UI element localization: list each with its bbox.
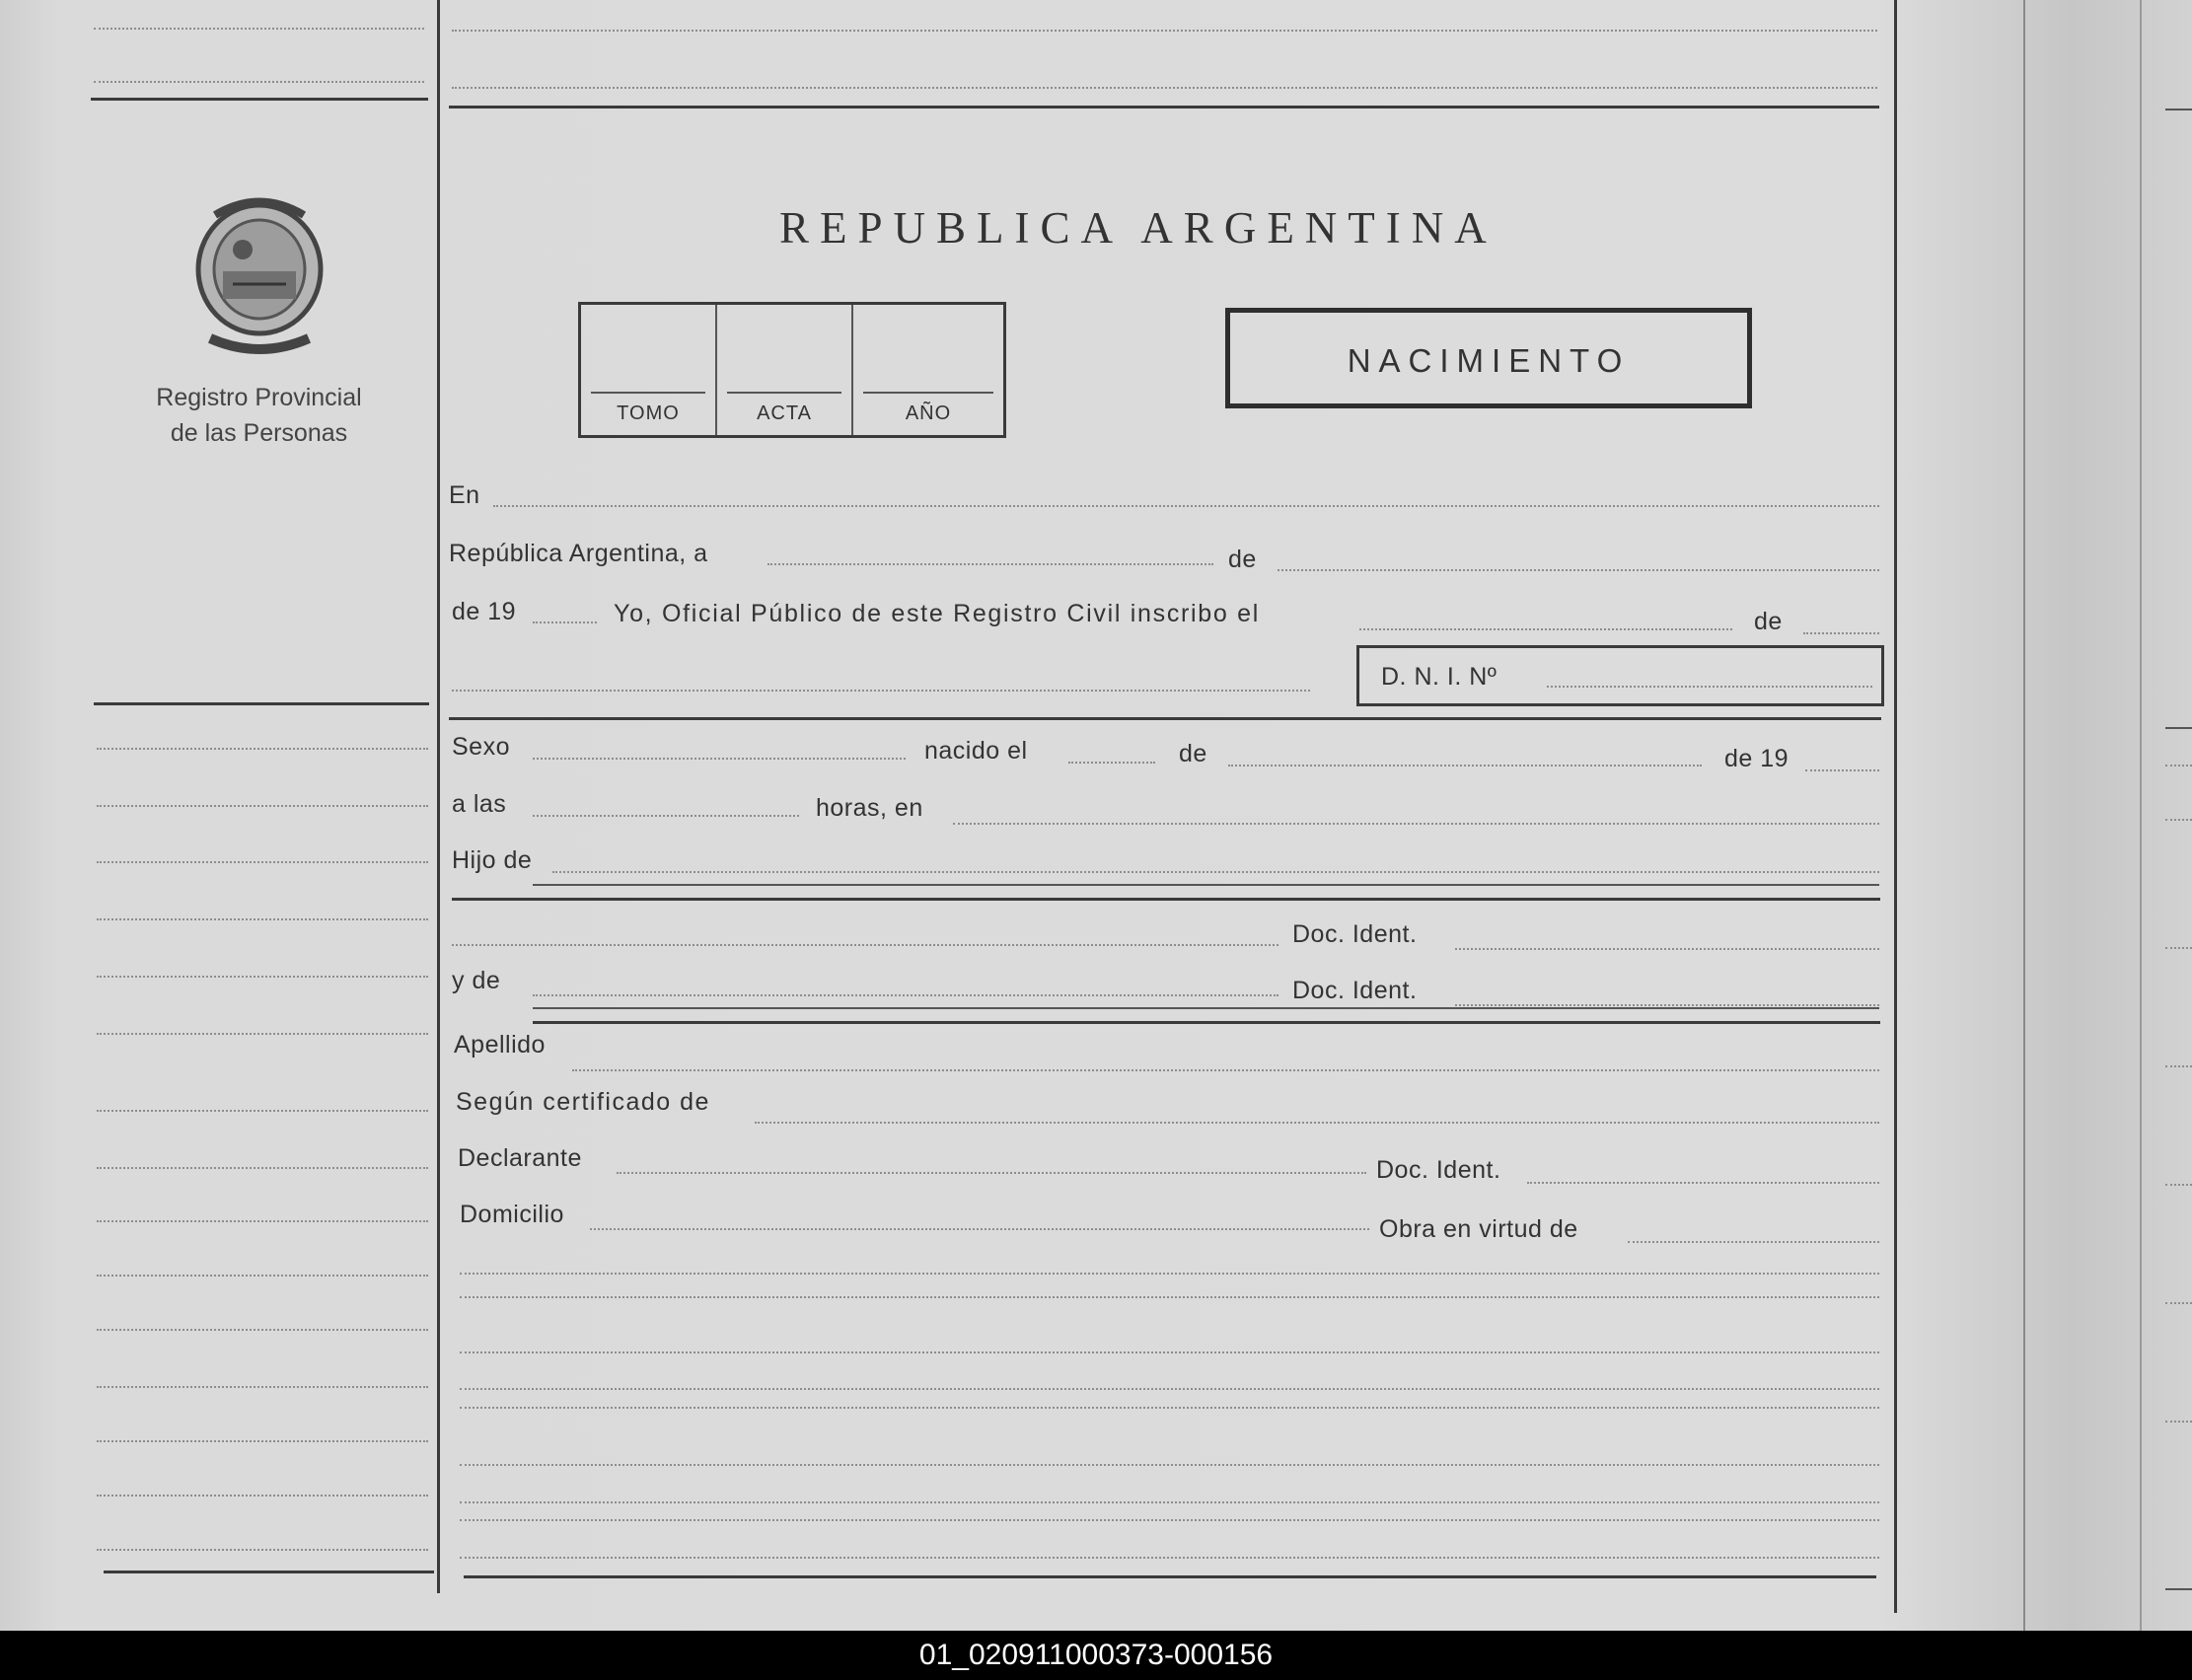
underline-hijo-de xyxy=(533,884,1879,886)
right-margin-mark xyxy=(2165,727,2192,729)
field-year[interactable] xyxy=(533,621,597,623)
label-republica-a: República Argentina, a xyxy=(449,540,708,567)
dni-box xyxy=(1356,645,1884,706)
left-dotted-line xyxy=(97,748,428,750)
top-dotted-line xyxy=(452,87,1877,89)
field-obra-virtud[interactable] xyxy=(1628,1241,1879,1243)
left-dotted-line xyxy=(97,976,428,978)
label-en: En xyxy=(449,481,480,509)
label-doc-ident-3: Doc. Ident. xyxy=(1376,1156,1501,1184)
left-dotted-line xyxy=(97,1110,428,1112)
form-right-border xyxy=(1894,0,1897,1613)
field-nacido-mes[interactable] xyxy=(1228,765,1702,767)
field-domicilio[interactable] xyxy=(590,1228,1369,1230)
ano-label: AÑO xyxy=(905,402,952,424)
notes-line[interactable] xyxy=(460,1388,1879,1390)
right-margin-dotted xyxy=(2165,1421,2192,1423)
section-divider-1 xyxy=(449,717,1881,720)
left-dotted-line xyxy=(97,918,428,920)
registry-name-line2: de las Personas xyxy=(170,419,348,447)
tomo-label: TOMO xyxy=(617,402,680,424)
field-padre[interactable] xyxy=(452,944,1279,946)
left-dotted-line xyxy=(97,1033,428,1035)
left-dotted-line xyxy=(97,1329,428,1331)
label-obra-virtud: Obra en virtud de xyxy=(1379,1215,1578,1243)
section-divider-3 xyxy=(533,1021,1880,1024)
left-divider-middle xyxy=(94,702,429,705)
field-inscribo-de[interactable] xyxy=(1803,632,1879,634)
notes-line[interactable] xyxy=(460,1296,1879,1298)
label-doc-ident-1: Doc. Ident. xyxy=(1292,920,1418,948)
registry-name-line1: Registro Provincial xyxy=(156,384,362,411)
label-hijo-de: Hijo de xyxy=(452,846,533,874)
label-de-2: de xyxy=(1754,608,1783,635)
right-margin-mark xyxy=(2165,109,2192,110)
field-en[interactable] xyxy=(493,505,1879,507)
field-nacido-ano[interactable] xyxy=(1805,769,1879,771)
left-dotted-line xyxy=(97,861,428,863)
label-domicilio: Domicilio xyxy=(460,1201,564,1228)
notes-line[interactable] xyxy=(460,1501,1879,1503)
notes-line[interactable] xyxy=(460,1351,1879,1353)
top-divider xyxy=(449,106,1879,109)
label-de-19-b: de 19 xyxy=(1724,745,1790,772)
right-margin-dotted xyxy=(2165,1065,2192,1067)
field-hijo-de[interactable] xyxy=(552,871,1879,873)
right-margin-dotted xyxy=(2165,1184,2192,1186)
right-margin-dotted xyxy=(2165,819,2192,821)
field-doc-ident-3[interactable] xyxy=(1527,1182,1879,1184)
right-margin-dotted xyxy=(2165,765,2192,767)
page-edge-line xyxy=(2140,0,2142,1631)
left-dotted-line xyxy=(97,1440,428,1442)
left-dotted-line xyxy=(97,805,428,807)
left-dotted-line xyxy=(94,28,424,30)
right-margin-dotted xyxy=(2165,1302,2192,1304)
notes-line[interactable] xyxy=(460,1407,1879,1409)
page-title: REPUBLICA ARGENTINA xyxy=(779,203,1498,253)
label-apellido: Apellido xyxy=(454,1031,546,1059)
field-month[interactable] xyxy=(1278,569,1879,571)
top-dotted-line xyxy=(452,30,1877,32)
underline-y-de xyxy=(533,1007,1879,1009)
field-madre[interactable] xyxy=(533,994,1279,996)
tomo-cell xyxy=(581,305,717,435)
label-declarante: Declarante xyxy=(458,1144,582,1172)
ano-cell xyxy=(853,305,1003,435)
field-doc-ident-1[interactable] xyxy=(1455,948,1879,950)
left-dotted-line xyxy=(94,81,424,83)
form-bottom-divider xyxy=(464,1575,1876,1578)
registry-name xyxy=(118,380,400,451)
acta-label: ACTA xyxy=(757,402,812,424)
left-divider-top xyxy=(91,98,428,101)
label-nacido-el: nacido el xyxy=(924,737,1028,765)
label-a-las: a las xyxy=(452,790,507,818)
label-yo-oficial: Yo, Oficial Público de este Registro Civil inscribo el xyxy=(614,600,1261,627)
left-divider-bottom xyxy=(104,1570,434,1573)
notes-line[interactable] xyxy=(460,1464,1879,1466)
section-divider-2 xyxy=(452,898,1880,901)
image-id-footer xyxy=(0,1631,2192,1680)
field-dni[interactable] xyxy=(1547,686,1872,688)
left-dotted-line xyxy=(97,1220,428,1222)
field-declarante[interactable] xyxy=(617,1172,1366,1174)
field-certificado[interactable] xyxy=(755,1122,1879,1124)
field-horas[interactable] xyxy=(533,815,799,817)
field-day[interactable] xyxy=(767,563,1213,565)
left-dotted-line xyxy=(97,1275,428,1277)
image-id-label: 01_020911000373-000156 xyxy=(918,1639,1274,1671)
label-sexo: Sexo xyxy=(452,733,510,761)
field-apellido[interactable] xyxy=(572,1069,1879,1071)
page-fold-line xyxy=(2023,0,2025,1631)
record-type-box xyxy=(1225,308,1752,408)
label-horas-en: horas, en xyxy=(816,794,923,822)
right-margin-dotted xyxy=(2165,947,2192,949)
field-doc-ident-2[interactable] xyxy=(1455,1004,1879,1006)
record-type-label: NACIMIENTO xyxy=(1347,342,1631,379)
label-dni: D. N. I. Nº xyxy=(1381,663,1498,691)
left-dotted-line xyxy=(97,1549,428,1551)
label-de-19: de 19 xyxy=(452,598,517,625)
notes-line[interactable] xyxy=(460,1557,1879,1559)
provincial-seal-icon xyxy=(185,190,333,358)
field-nombre[interactable] xyxy=(452,690,1310,692)
label-de-1: de xyxy=(1228,546,1257,573)
tomo-acta-ano-box xyxy=(578,302,1006,438)
notes-line[interactable] xyxy=(460,1519,1879,1521)
left-dotted-line xyxy=(97,1167,428,1169)
label-y-de: y de xyxy=(452,967,501,994)
label-segun-certificado: Según certificado de xyxy=(456,1088,710,1116)
field-lugar[interactable] xyxy=(953,823,1879,825)
label-doc-ident-2: Doc. Ident. xyxy=(1292,977,1418,1004)
label-de-3: de xyxy=(1179,740,1207,767)
field-inscribo[interactable] xyxy=(1359,628,1732,630)
left-dotted-line xyxy=(97,1495,428,1497)
left-dotted-line xyxy=(97,1386,428,1388)
right-margin-mark xyxy=(2165,1588,2192,1590)
acta-cell xyxy=(717,305,853,435)
field-nacido-dia[interactable] xyxy=(1068,762,1155,764)
notes-line[interactable] xyxy=(460,1273,1879,1275)
field-sexo[interactable] xyxy=(533,758,906,760)
column-divider xyxy=(437,0,440,1593)
